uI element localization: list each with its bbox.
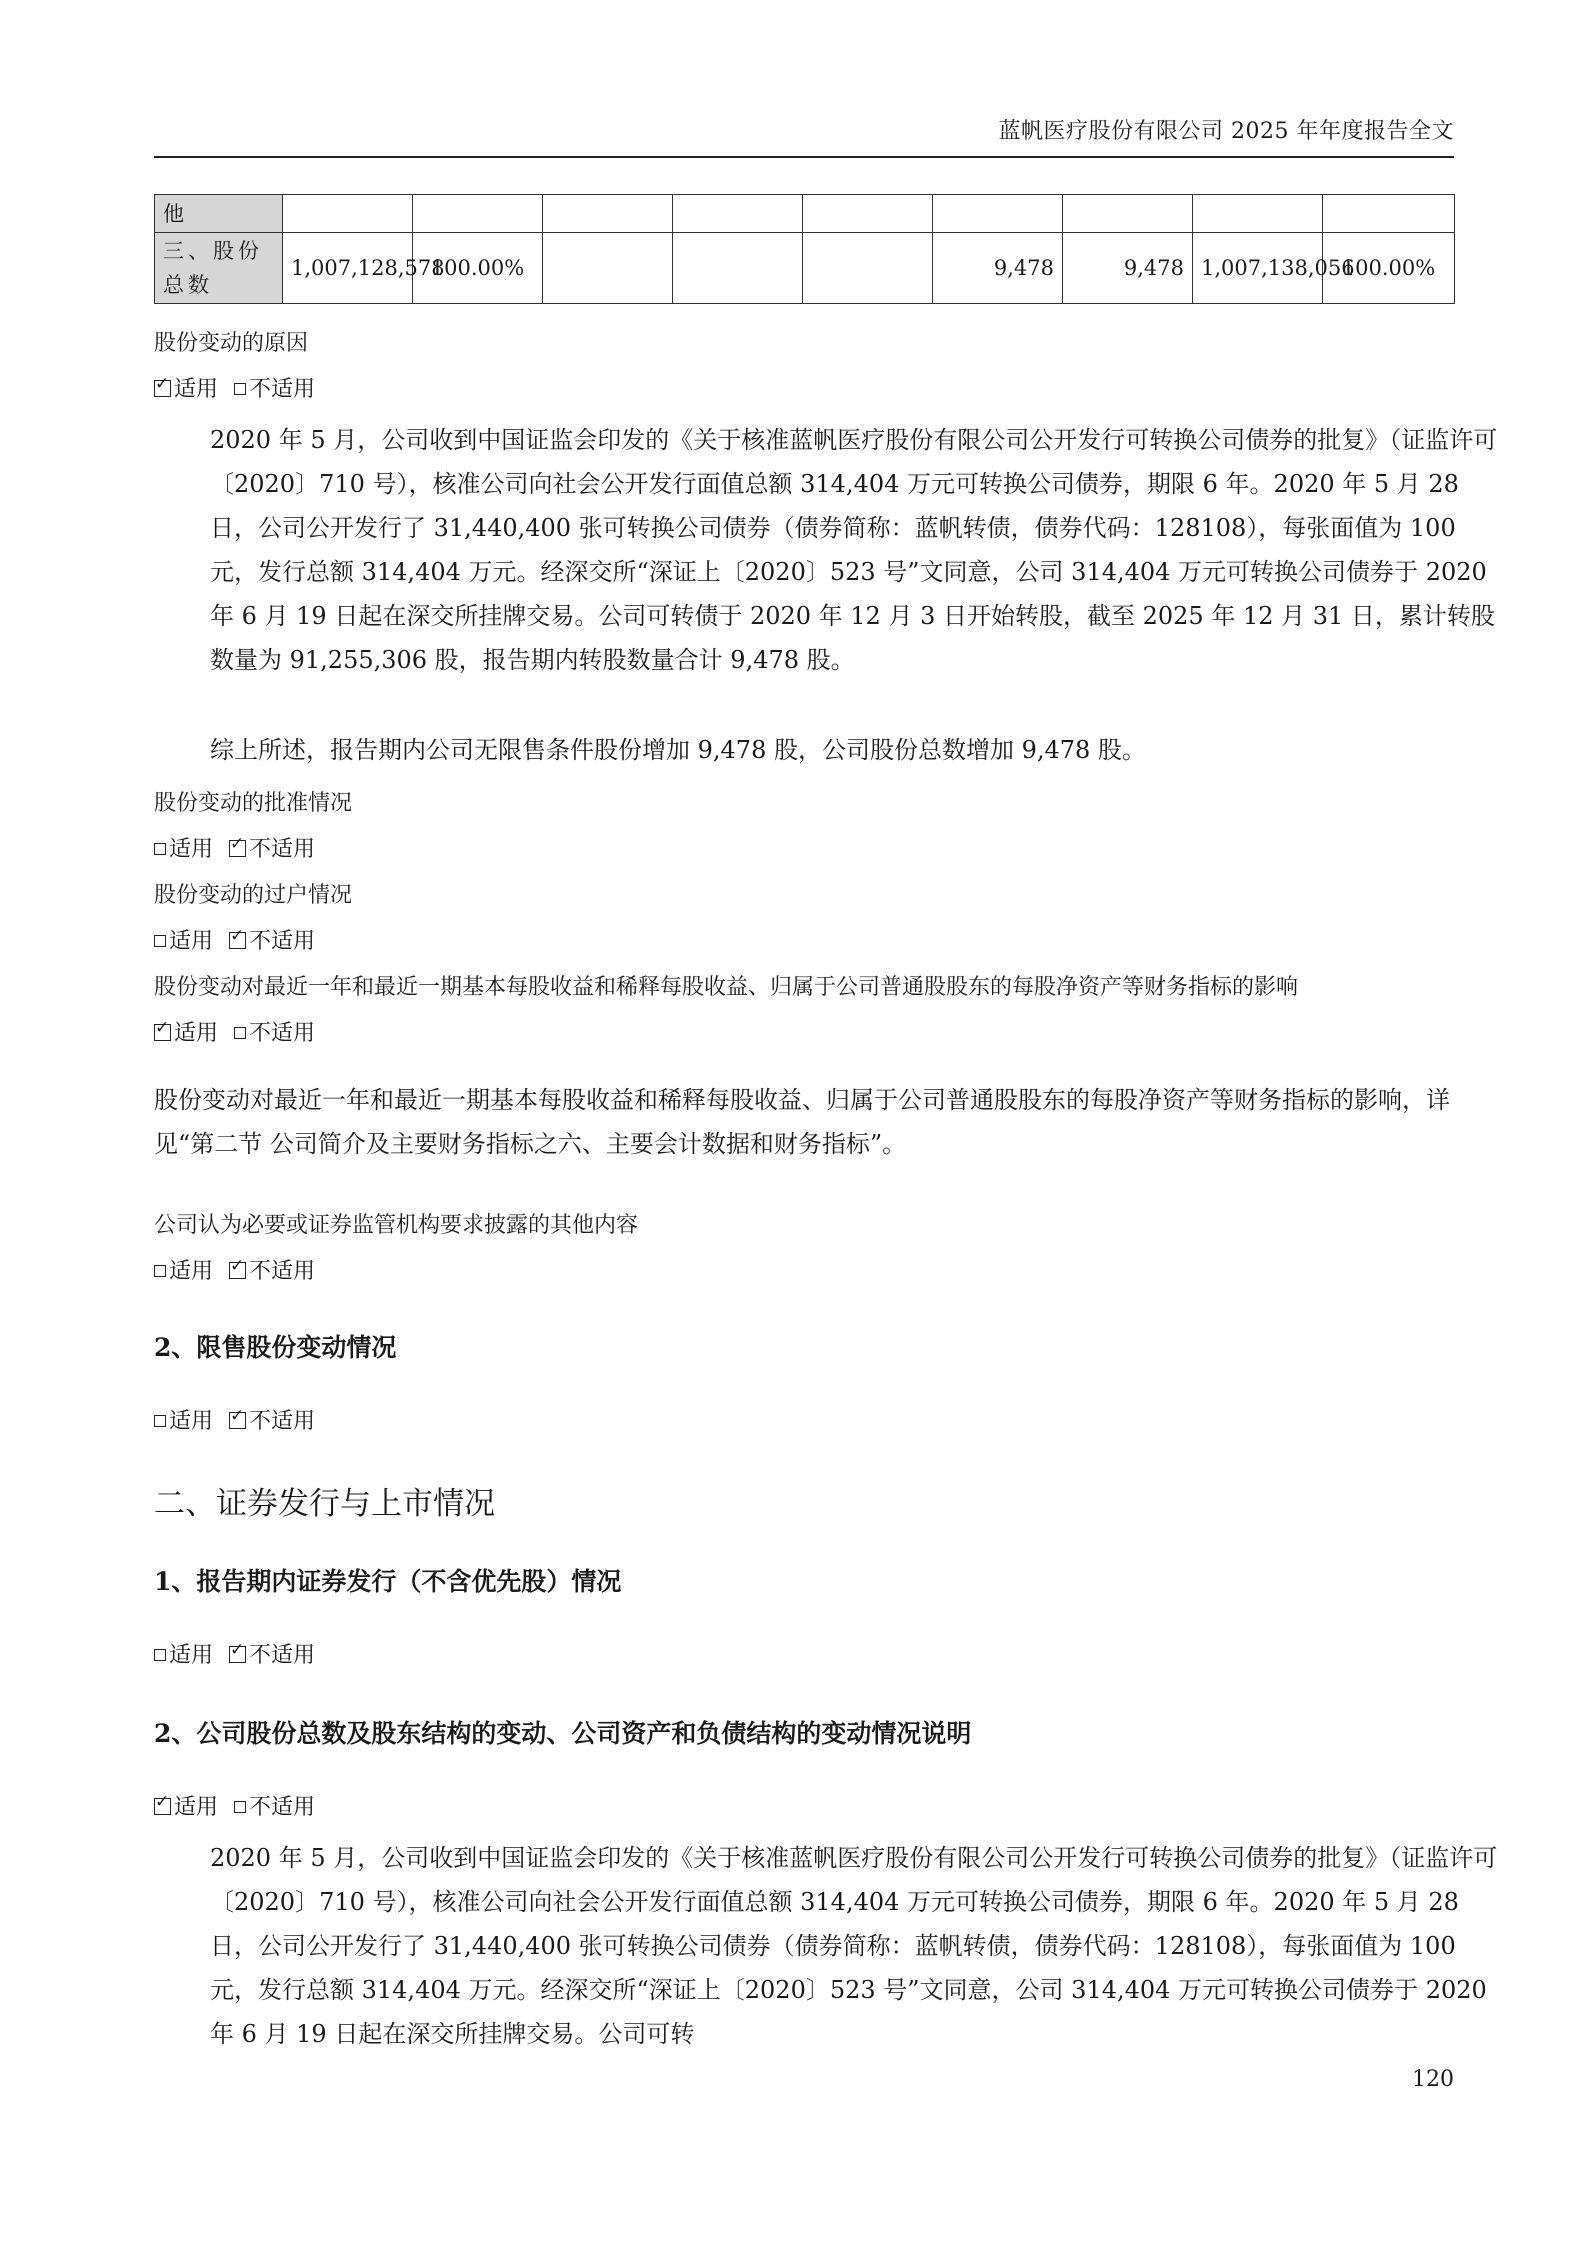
empty-box-icon [154, 843, 166, 855]
cell-after-pct: 100.00% [1323, 233, 1455, 304]
impact-applicability [154, 1016, 315, 1047]
checked-box-icon [154, 380, 171, 397]
not-applicable-option: ✓ 不适用 [229, 1643, 315, 1668]
cell-after-qty: 1,007,138,056 [1193, 233, 1323, 304]
structure-heading: 2、公司股份总数及股东结构的变动、公司资产和负债结构的变动情况说明 [154, 1719, 972, 1748]
empty-box-icon [154, 935, 166, 947]
approval-applicability [154, 832, 315, 863]
cell-c4 [673, 233, 803, 304]
cell-other: 9,478 [933, 233, 1063, 304]
page-number: 120 [1412, 2067, 1454, 2092]
empty-box-icon [154, 1415, 166, 1427]
not-applicable-option: 不适用 [234, 1795, 315, 1820]
not-applicable-option: ✓ 不适用 [229, 929, 315, 954]
issuance-applicability [154, 1638, 315, 1669]
summary-paragraph: 综上所述，报告期内公司无限售条件股份增加 9,478 股，公司股份总数增加 9,478 股。 [210, 736, 1146, 764]
empty-box-icon [234, 383, 246, 395]
report-title: 蓝帆医疗股份有限公司 2025 年年度报告全文 [998, 119, 1454, 144]
applicable-option: ✓适用 [154, 1795, 218, 1820]
transfer-applicability [154, 924, 315, 955]
transfer-heading: 股份变动的过户情况 [154, 883, 353, 908]
not-applicable-option: 不适用 [234, 1021, 315, 1046]
empty-box-icon [154, 1265, 166, 1277]
other-heading: 公司认为必要或证券监管机构要求披露的其他内容 [154, 1213, 639, 1238]
empty-box-icon [154, 1649, 166, 1661]
not-applicable-option: ✓ 不适用 [229, 837, 315, 862]
row-label: 他 [155, 195, 283, 233]
issuance-heading: 1、报告期内证券发行（不含优先股）情况 [154, 1567, 622, 1596]
section-heading: 二、证券发行与上市情况 [154, 1486, 495, 1522]
page-header [154, 112, 1454, 158]
applicable-option: 适用 [154, 1259, 213, 1284]
checked-box-icon [154, 1798, 171, 1815]
table-row-total [155, 233, 1455, 304]
reason-heading: 股份变动的原因 [154, 331, 309, 356]
structure-paragraph: 2020 年 5 月，公司收到中国证监会印发的《关于核准蓝帆医疗股份有限公司公开发行可转换公司债券的批复》（证监许可〔2020〕710 号），核准公司向社会公开发行面值总额 314,404 万元可转换公司债券，期限 6 年。2020 年 5 月 28 日，公司公开发行了 31,440,400 张可转换公司债券（债券简称：蓝帆转债，债券代码：128108），每张面值为 100 元，发行总额 314,404 万元。经深交所“深证上〔2020〕523 号”文同意，公司 314,404 万元可转换公司债券于 2020 年 6 月 19 日起在深交所挂牌交易。公司可转 [210, 1844, 1498, 2048]
restricted-shares-heading: 2、限售股份变动情况 [154, 1333, 397, 1362]
checked-box-icon [229, 932, 246, 949]
checked-box-icon [229, 840, 246, 857]
empty-box-icon [234, 1801, 246, 1813]
cell-before-pct: 100.00% [413, 233, 543, 304]
checked-box-icon [229, 1646, 246, 1663]
checked-box-icon [154, 1024, 171, 1041]
impact-heading: 股份变动对最近一年和最近一期基本每股收益和稀释每股收益、归属于公司普通股股东的每股净资产等财务指标的影响 [154, 975, 1299, 1000]
cell-before-qty: 1,007,128,578 [283, 233, 413, 304]
not-applicable-option: ✓ 不适用 [229, 1409, 315, 1434]
cell-c5 [803, 233, 933, 304]
applicable-option: 适用 [154, 1643, 213, 1668]
impact-paragraph: 股份变动对最近一年和最近一期基本每股收益和稀释每股收益、归属于公司普通股股东的每股净资产等财务指标的影响，详见“第二节 公司简介及主要财务指标之六、主要会计数据和财务指标”。 [154, 1086, 1450, 1158]
applicable-option: 适用 [154, 929, 213, 954]
not-applicable-option: ✓ 不适用 [229, 1259, 315, 1284]
applicable-option: ✓适用 [154, 1021, 218, 1046]
table-row [155, 195, 1455, 233]
row-label: 三、股份总数 [155, 233, 283, 304]
reason-applicability [154, 372, 315, 403]
cell-c3 [543, 233, 673, 304]
applicable-option: ✓适用 [154, 377, 218, 402]
not-applicable-option: 不适用 [234, 377, 315, 402]
empty-box-icon [234, 1027, 246, 1039]
checked-box-icon [229, 1262, 246, 1279]
applicable-option: 适用 [154, 837, 213, 862]
structure-applicability [154, 1790, 315, 1821]
share-change-table [154, 194, 1455, 304]
cell-subtotal: 9,478 [1063, 233, 1193, 304]
checked-box-icon [229, 1412, 246, 1429]
approval-heading: 股份变动的批准情况 [154, 791, 353, 816]
conversion-paragraph: 2020 年 5 月，公司收到中国证监会印发的《关于核准蓝帆医疗股份有限公司公开发行可转换公司债券的批复》（证监许可〔2020〕710 号），核准公司向社会公开发行面值总额 314,404 万元可转换公司债券，期限 6 年。2020 年 5 月 28 日，公司公开发行了 31,440,400 张可转换公司债券（债券简称：蓝帆转债，债券代码：128108），每张面值为 100 元，发行总额 314,404 万元。经深交所“深证上〔2020〕523 号”文同意，公司 314,404 万元可转换公司债券于 2020 年 6 月 19 日起在深交所挂牌交易。公司可转债于 2020 年 12 月 3 日开始转股，截至 2025 年 12 月 31 日，累计转股数量为 91,255,306 股，报告期内转股数量合计 9,478 股。 [210, 426, 1498, 674]
applicable-option: 适用 [154, 1409, 213, 1434]
other-applicability [154, 1254, 315, 1285]
restricted-applicability [154, 1404, 315, 1435]
